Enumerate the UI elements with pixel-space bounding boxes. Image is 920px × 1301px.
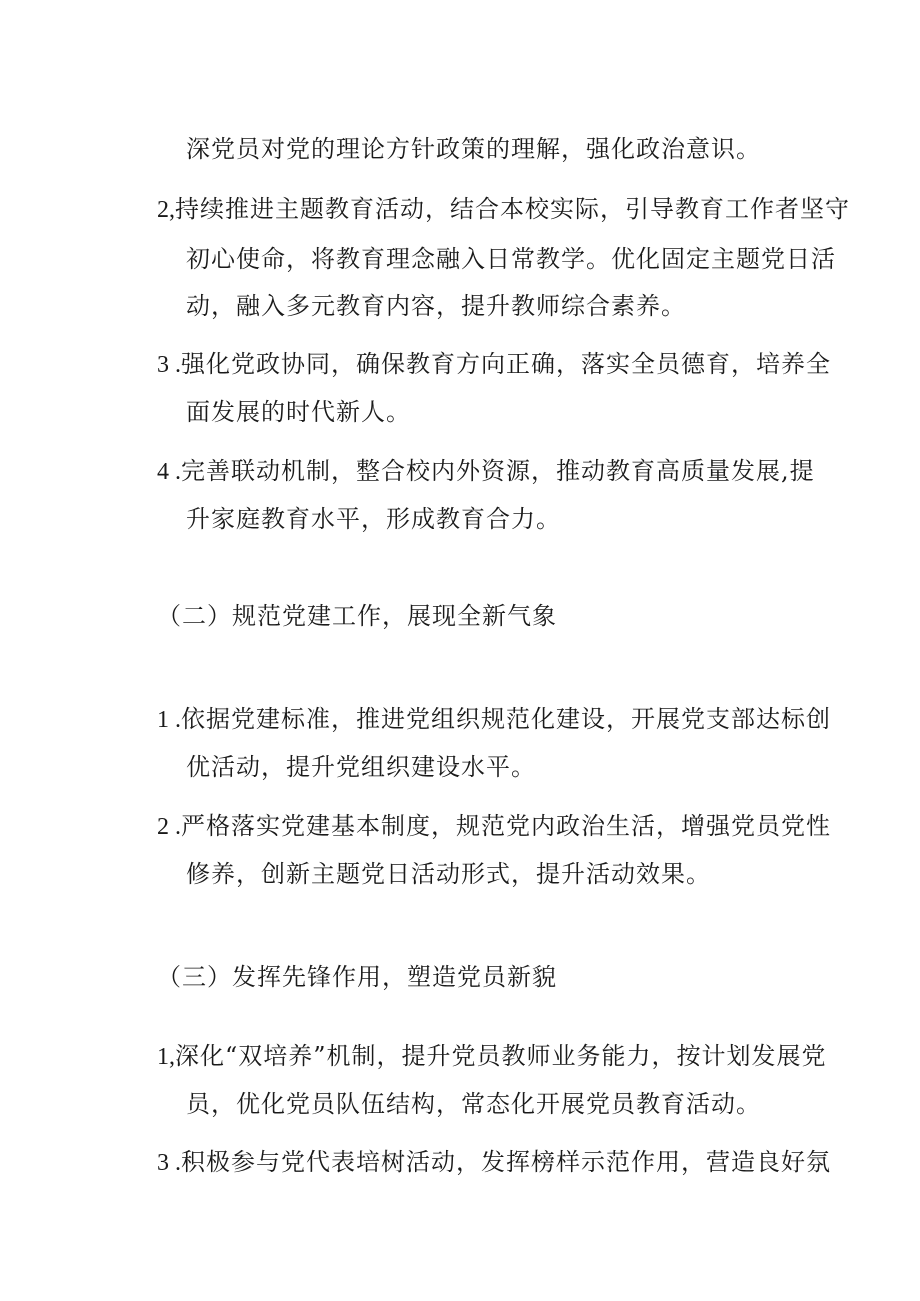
section-heading-text: （二）规范党建工作，展现全新气象 xyxy=(157,602,557,630)
list-item-continuation xyxy=(186,751,536,783)
list-item-text: 员，优化党员队伍结构，常态化开展党员教育活动。 xyxy=(186,1090,761,1118)
list-item xyxy=(157,1040,827,1073)
list-item-continuation xyxy=(186,503,561,535)
list-item-continuation xyxy=(186,1088,761,1120)
list-item xyxy=(157,703,831,736)
section-heading-text: （三）发挥先锋作用，塑造党员新貌 xyxy=(157,963,557,991)
list-item-number: 4 . xyxy=(157,459,181,485)
list-item-text: 修养，创新主题党日活动形式，提升活动效果。 xyxy=(186,860,711,888)
list-item-text: 升家庭教育水平，形成教育合力。 xyxy=(186,505,561,533)
list-item-number: 3 . xyxy=(157,1150,181,1176)
list-item-text: 依据党建标准，推进党组织规范化建设，开展党支部达标创 xyxy=(181,705,831,733)
list-item-number: 2 . xyxy=(157,814,181,840)
section-heading xyxy=(157,600,557,632)
list-item-text: 强化党政协同，确保教育方向正确，落实全员德育，培养全 xyxy=(181,350,831,378)
list-item xyxy=(157,193,850,226)
list-item-text: 积极参与党代表培树活动，发挥榜样示范作用，营造良好氛 xyxy=(181,1148,831,1176)
list-item-text: 面发展的时代新人。 xyxy=(186,398,411,426)
list-item-number: 3 . xyxy=(157,352,181,378)
list-item xyxy=(157,810,831,843)
list-item-text: 完善联动机制，整合校内外资源，推动教育高质量发展,提 xyxy=(181,457,815,485)
section-heading xyxy=(157,961,557,993)
list-item-text: 优活动，提升党组织建设水平。 xyxy=(186,753,536,781)
list-item-continuation xyxy=(186,243,836,275)
list-item-continuation xyxy=(186,290,686,322)
list-item-continuation xyxy=(186,858,711,890)
list-item-text: 严格落实党建基本制度，规范党内政治生活，增强党员党性 xyxy=(181,812,831,840)
list-item-number: 1, xyxy=(157,1044,175,1070)
list-item-continuation xyxy=(186,396,411,428)
paragraph-continuation xyxy=(186,133,761,165)
list-item xyxy=(157,348,831,381)
list-item-text: 初心使命，将教育理念融入日常教学。优化固定主题党日活 xyxy=(186,245,836,273)
list-item-text: 深化“双培养”机制，提升党员教师业务能力，按计划发展党 xyxy=(175,1042,827,1070)
list-item-number: 2, xyxy=(157,197,175,223)
list-item-number: 1 . xyxy=(157,707,181,733)
list-item xyxy=(157,1146,831,1179)
paragraph-text: 深党员对党的理论方针政策的理解，强化政治意识。 xyxy=(186,135,761,163)
list-item-text: 持续推进主题教育活动，结合本校实际，引导教育工作者坚守 xyxy=(175,195,850,223)
list-item-text: 动，融入多元教育内容，提升教师综合素养。 xyxy=(186,292,686,320)
list-item xyxy=(157,455,815,488)
